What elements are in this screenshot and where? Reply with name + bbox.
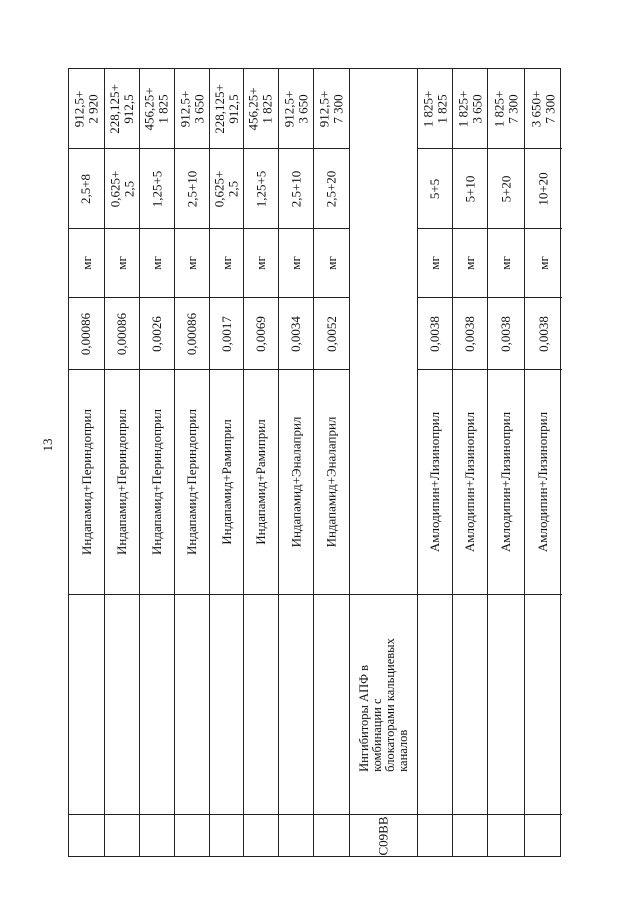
coef-cell <box>279 297 313 369</box>
name-cell <box>69 369 104 594</box>
coef-cell <box>210 297 243 369</box>
total-text: 228,125+ 912,5 <box>211 83 241 134</box>
code-cell <box>453 814 487 856</box>
dose-text: 2,5+10 <box>184 170 199 207</box>
dose-text: 5+10 <box>462 175 477 202</box>
group-cell <box>418 594 452 814</box>
group-cell <box>488 594 524 814</box>
coef-text: 0,0026 <box>149 315 164 352</box>
name-text: Амлодипин+Лизиноприл <box>535 411 551 553</box>
unit-cell <box>525 228 562 297</box>
unit-cell <box>453 228 487 297</box>
table-row <box>278 69 313 856</box>
coef-cell <box>244 297 278 369</box>
name-cell <box>488 369 524 594</box>
group-cell <box>210 594 243 814</box>
unit-cell <box>105 228 139 297</box>
group-text: Ингибиторы АПФ в комбинации с блокаторами кальциевых каналов <box>356 637 410 772</box>
total-cell <box>453 69 487 148</box>
code-cell <box>140 814 174 856</box>
code-cell <box>105 814 139 856</box>
table-row <box>349 69 417 856</box>
dose-text: 2,5+10 <box>288 170 303 207</box>
code-cell <box>210 814 243 856</box>
coef-cell <box>175 297 209 369</box>
unit-cell <box>314 228 349 297</box>
name-text: Индапамид+Рамиприл <box>253 419 268 545</box>
code-cell <box>350 814 417 856</box>
coef-cell <box>525 297 562 369</box>
name-cell <box>105 369 139 594</box>
coef-cell <box>488 297 524 369</box>
coef-cell <box>453 297 487 369</box>
page-number: 13 <box>40 438 55 452</box>
group-cell <box>279 594 313 814</box>
name-cell <box>175 369 209 594</box>
name-text: Индапамид+Эналаприл <box>288 416 304 548</box>
table-row <box>452 69 487 856</box>
drug-table <box>68 68 561 857</box>
name-text: Индапамид+Эналаприл <box>323 416 339 548</box>
total-cell <box>140 69 174 148</box>
coef-text: 0,0038 <box>498 315 513 352</box>
coef-text: 0,0017 <box>218 315 234 352</box>
unit-cell <box>418 228 452 297</box>
unit-text: мг <box>535 256 551 270</box>
table-row <box>524 69 562 856</box>
total-text: 912,5+ 7 300 <box>316 90 346 127</box>
coef-cell <box>69 297 104 369</box>
unit-text: мг <box>114 256 129 270</box>
group-cell <box>314 594 349 814</box>
coef-cell <box>105 297 139 369</box>
unit-text: мг <box>78 256 94 270</box>
table-row <box>69 69 104 856</box>
name-cell <box>314 369 349 594</box>
unit-cell <box>279 228 313 297</box>
name-cell <box>279 369 313 594</box>
unit-text: мг <box>253 256 268 270</box>
name-text: Амлодипин+Лизиноприл <box>427 411 443 553</box>
dose-text: 5+20 <box>498 175 513 202</box>
name-text: Индапамид+Периндоприл <box>114 408 130 556</box>
unit-cell <box>175 228 209 297</box>
total-cell <box>210 69 243 148</box>
coef-text: 0,0052 <box>323 315 339 352</box>
coef-cell <box>418 297 452 369</box>
group-cell <box>453 594 487 814</box>
total-cell <box>69 69 104 148</box>
code-text: C09BB <box>375 815 391 856</box>
dose-cell <box>279 148 313 228</box>
total-cell <box>314 69 349 148</box>
name-cell <box>418 369 452 594</box>
coef-text: 0,0034 <box>288 315 303 352</box>
total-cell <box>418 69 452 148</box>
coef-text: 0,0038 <box>535 315 551 352</box>
code-cell <box>279 814 313 856</box>
coef-text: 0,00086 <box>184 312 199 355</box>
dose-cell <box>453 148 487 228</box>
group-cell <box>69 594 104 814</box>
table-row <box>417 69 452 856</box>
unit-text: мг <box>323 256 339 270</box>
table-row <box>139 69 174 856</box>
coef-text: 0,00086 <box>78 312 94 355</box>
name-text: Амлодипин+Лизиноприл <box>498 411 514 553</box>
name-cell <box>210 369 243 594</box>
name-text: Индапамид+Периндоприл <box>149 408 165 556</box>
unit-cell <box>140 228 174 297</box>
code-cell <box>418 814 452 856</box>
dose-text: 2,5+8 <box>78 173 94 204</box>
table-row <box>243 69 278 856</box>
total-text: 1 825+ 7 300 <box>491 90 520 127</box>
name-text: Индапамид+Рамиприл <box>218 419 234 545</box>
coef-text: 0,0038 <box>462 315 477 352</box>
group-cell <box>525 594 562 814</box>
coef-text: 0,0038 <box>427 315 442 352</box>
total-cell <box>175 69 209 148</box>
dose-cell <box>175 148 209 228</box>
code-cell <box>314 814 349 856</box>
dose-cell <box>525 148 562 228</box>
total-cell <box>279 69 313 148</box>
dose-cell <box>210 148 243 228</box>
coef-text: 0,00086 <box>114 312 129 355</box>
unit-cell <box>488 228 524 297</box>
unit-cell <box>69 228 104 297</box>
dose-text: 5+5 <box>427 178 442 199</box>
dose-text: 0,625+ 2,5 <box>211 170 241 207</box>
unit-text: мг <box>218 256 234 270</box>
coef-text: 0,0069 <box>253 315 268 352</box>
table-row <box>174 69 209 856</box>
coef-cell <box>140 297 174 369</box>
name-text: Индапамид+Периндоприл <box>78 408 94 556</box>
code-cell <box>525 814 562 856</box>
name-text: Амлодипин+Лизиноприл <box>462 411 478 553</box>
dose-cell <box>105 148 139 228</box>
empty-cell <box>350 69 417 594</box>
name-text: Индапамид+Периндоприл <box>184 408 200 556</box>
unit-cell <box>210 228 243 297</box>
group-cell <box>105 594 139 814</box>
total-cell <box>105 69 139 148</box>
total-text: 912,5+ 3 650 <box>281 90 310 127</box>
dose-cell <box>140 148 174 228</box>
group-cell <box>244 594 278 814</box>
group-cell <box>350 594 417 814</box>
total-text: 456,25+ 1 825 <box>246 86 275 131</box>
dose-text: 1,25+5 <box>149 170 164 207</box>
dose-text: 10+20 <box>535 171 551 206</box>
dose-cell <box>244 148 278 228</box>
total-text: 912,5+ 3 650 <box>177 90 206 127</box>
group-cell <box>175 594 209 814</box>
name-cell <box>525 369 562 594</box>
total-text: 1 825+ 3 650 <box>455 90 484 127</box>
dose-text: 1,25+5 <box>253 170 268 207</box>
code-cell <box>488 814 524 856</box>
total-text: 3 650+ 7 300 <box>528 90 558 127</box>
dose-text: 2,5+20 <box>323 170 339 207</box>
unit-text: мг <box>427 256 442 270</box>
total-text: 228,125+ 912,5 <box>107 83 136 134</box>
total-text: 456,25+ 1 825 <box>142 86 171 131</box>
code-cell <box>244 814 278 856</box>
table-row <box>487 69 524 856</box>
unit-text: мг <box>149 256 164 270</box>
dose-cell <box>69 148 104 228</box>
dose-cell <box>314 148 349 228</box>
name-cell <box>140 369 174 594</box>
code-cell <box>175 814 209 856</box>
unit-text: мг <box>184 256 199 270</box>
dose-text: 0,625+ 2,5 <box>107 170 136 207</box>
total-cell <box>525 69 562 148</box>
dose-cell <box>488 148 524 228</box>
total-cell <box>244 69 278 148</box>
group-cell <box>140 594 174 814</box>
unit-text: мг <box>288 256 303 270</box>
unit-text: мг <box>462 256 477 270</box>
dose-cell <box>418 148 452 228</box>
unit-cell <box>244 228 278 297</box>
code-cell <box>69 814 104 856</box>
total-text: 912,5+ 2 920 <box>71 90 101 127</box>
table-row <box>313 69 349 856</box>
total-text: 1 825+ 1 825 <box>420 90 449 127</box>
table-row <box>104 69 139 856</box>
total-cell <box>488 69 524 148</box>
name-cell <box>453 369 487 594</box>
table-row <box>209 69 243 856</box>
name-cell <box>244 369 278 594</box>
unit-text: мг <box>498 256 513 270</box>
coef-cell <box>314 297 349 369</box>
